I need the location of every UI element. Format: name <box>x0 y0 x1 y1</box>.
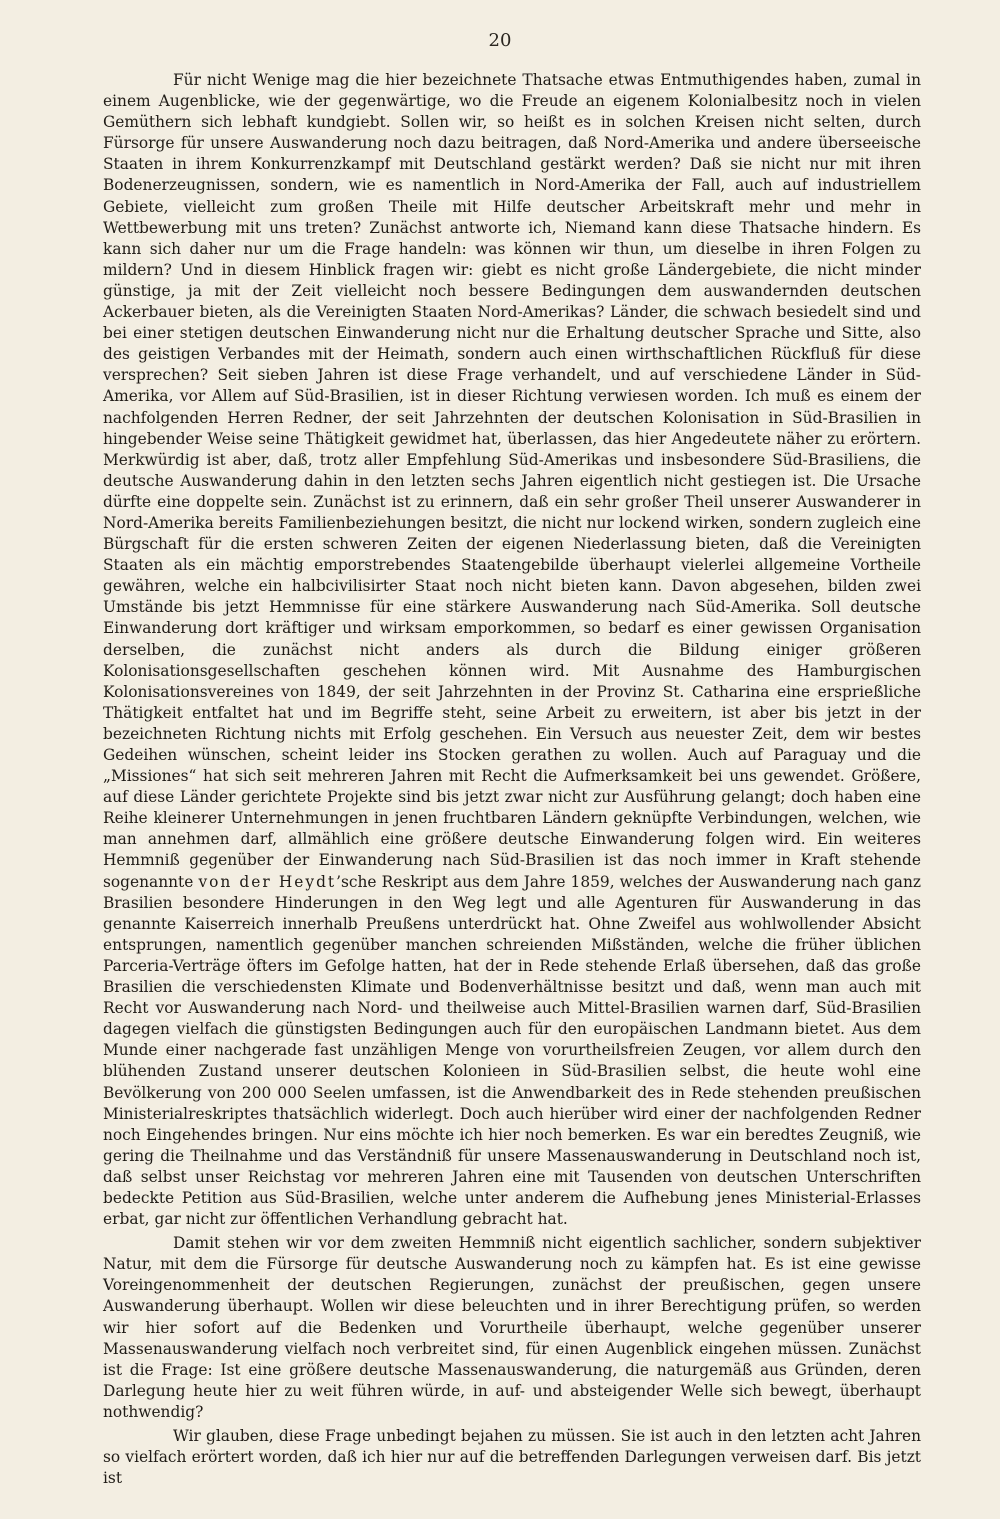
paragraph-3: Wir glauben, diese Frage unbedingt bejahen zu müssen. Sie ist auch in den letzten acht Jahren so vielfach erörtert worden, daß ich hier nur auf die betreffenden Darlegungen verweisen darf. Bis jetzt ist <box>103 1427 921 1488</box>
paragraph-1 <box>103 70 921 1230</box>
body-text <box>103 70 921 1489</box>
paragraph-1-tail: ’sche Reskript aus dem Jahre 1859, welches der Auswanderung nach ganz Brasilien besondere Hinderungen in den Weg legt und alle Agenturen für Auswanderung in das genannte Kaiserreich innerhalb Preußens unterdrückt hat. Ohne Zweifel aus wohlwollender Absicht entsprungen, namentlich gegenüber manchen schreienden Mißständen, welche die früher üblichen Parceria-Verträge öfters im Gefolge hatten, hat der in Rede stehende Erlaß übersehen, daß das große Brasilien die verschiedensten Klimate und Bodenverhältnisse besitzt und daß, wenn man auch mit Recht vor Auswanderung nach Nord- und theilweise auch Mittel-Brasilien warnen darf, Süd-Brasilien dagegen vielfach die günstigsten Bedingungen auch für den europäischen Landmann bietet. Aus dem Munde einer nachgerade fast unzähligen Menge von vorurtheilsfreien Zeugen, vor allem durch den blühenden Zustand unserer deutschen Kolonieen in Süd-Brasilien selbst, die heute wohl eine Bevölkerung von 200 000 Seelen umfassen, ist die Anwendbarkeit des in Rede stehenden preußischen Ministerialreskriptes thatsächlich widerlegt. Doch auch hierüber wird einer der nachfolgenden Redner noch Eingehendes bringen. Nur eins möchte ich hier noch bemerken. Es war ein beredtes Zeugniß, wie gering die Theilnahme und das Verständniß für unsere Massenauswanderung in Deutschland noch ist, daß selbst unser Reichstag vor mehreren Jahren eine mit Tausenden von deutschen Unterschriften bedeckte Petition aus Süd-Brasilien, welche unter anderem die Aufhebung jenes Ministerial-Erlasses erbat, gar nicht zur öffentlichen Verhandlung gebracht hat. <box>103 872 921 1229</box>
paragraph-1-lead: Für nicht Wenige mag die hier bezeichnete Thatsache etwas Entmuthigendes haben, zumal in einem Augenblicke, wie der gegenwärtige, wo die Freude an eigenem Kolonialbesitz noch in vielen Gemüthern sich lebhaft kundgiebt. Sollen wir, so heißt es in solchen Kreisen nicht selten, durch Fürsorge für unsere Auswanderung noch dazu beitragen, daß Nord-Amerika und andere überseeische Staaten in ihrem Konkurrenzkampf mit Deutschland gestärkt werden? Daß sie nicht nur mit ihren Bodenerzeugnissen, sondern, wie es namentlich in Nord-Amerika der Fall, auch auf industriellem Gebiete, vielleicht zum großen Theile mit Hilfe deutscher Arbeitskraft mehr und mehr in Wettbewerbung mit uns treten? Zunächst antworte ich, Niemand kann diese Thatsache hindern. Es kann sich daher nur um die Frage handeln: was können wir thun, um dieselbe in ihren Folgen zu mildern? Und in diesem Hinblick fragen wir: giebt es nicht große Ländergebiete, die nicht minder günstige, ja mit der Zeit vielleicht noch bessere Bedingungen dem auswandernden deutschen Ackerbauer bieten, als die Vereinigten Staaten Nord-Amerikas? Länder, die schwach besiedelt sind und bei einer stetigen deutschen Einwanderung nicht nur die Erhaltung deutscher Sprache und Sitte, also des geistigen Verbandes mit der Heimath, sondern auch einen wirthschaftlichen Rückfluß für diese versprechen? Seit sieben Jahren ist diese Frage verhandelt, und auf verschiedene Länder in Süd-Amerika, vor Allem auf Süd-Brasilien, ist in dieser Richtung verwiesen worden. Ich muß es einem der nachfolgenden Herren Redner, der seit Jahrzehnten der deutschen Kolonisation in Süd-Brasilien in hingebender Weise seine Thätigkeit gewidmet hat, überlassen, das hier Angedeutete näher zu erörtern. Merkwürdig ist aber, daß, trotz aller Empfehlung Süd-Amerikas und insbesondere Süd-Brasiliens, die deutsche Auswanderung dahin in den letzten sechs Jahren eigentlich nicht gestiegen ist. Die Ursache dürfte eine doppelte sein. Zunächst ist zu erinnern, daß ein sehr großer Theil unserer Auswanderer in Nord-Amerika bereits Familienbeziehungen besitzt, die nicht nur lockend wirken, sondern zugleich eine Bürgschaft für die ersten schweren Zeiten der eigenen Niederlassung bieten, daß die Vereinigten Staaten als ein mächtig emporstrebendes Staatengebilde überhaupt vielerlei allgemeine Vortheile gewähren, welche ein halbcivilisirter Staat noch nicht bieten kann. Davon abgesehen, bilden zwei Umstände bis jetzt Hemmnisse für eine stärkere Auswanderung nach Süd-Amerika. Soll deutsche Einwanderung dort kräftiger und wirksam emporkommen, so bedarf es einer gewissen Organisation derselben, die zunächst nicht anders als durch die Bildung einiger größeren Kolonisationsgesellschaften geschehen können wird. Mit Ausnahme des Hamburgischen Kolonisationsvereines von 1849, der seit Jahrzehnten in der Provinz St. Catharina eine ersprießliche Thätigkeit entfaltet hat und im Begriffe steht, seine Arbeit zu erweitern, ist aber bis jetzt in der bezeichneten Richtung nichts mit Erfolg geschehen. Ein Versuch aus neuester Zeit, dem wir bestes Gedeihen wünschen, scheint leider ins Stocken gerathen zu wollen. Auch auf Paraguay und die „Missiones“ hat sich seit mehreren Jahren mit Recht die Aufmerksamkeit bei uns gewendet. Größere, auf diese Länder gerichtete Projekte sind bis jetzt zwar nicht zur Ausführung gelangt; doch haben eine Reihe kleinerer Unternehmungen in jenen fruchtbaren Ländern geknüpfte Verbindungen, welchen, wie man annehmen darf, allmählich eine größere deutsche Einwanderung folgen wird. Ein weiteres Hemmniß gegenüber der Einwanderung nach Süd-Brasilien ist das noch immer in Kraft stehende sogenannte <box>103 71 921 891</box>
paragraph-2: Damit stehen wir vor dem zweiten Hemmniß nicht eigentlich sachlicher, sondern subjektiver Natur, mit dem die Fürsorge für deutsche Auswanderung noch zu kämpfen hat. Es ist eine gewisse Voreingenommenheit der deutschen Regierungen, zunächst der preußischen, gegen unsere Auswanderung überhaupt. Wollen wir diese beleuchten und in ihrer Berechtigung prüfen, so werden wir hier sofort auf die Bedenken und Vorurtheile überhaupt, welche gegenüber unserer Massenauswanderung vielfach noch verbreitet sind, für einen Augenblick eingehen müssen. Zunächst ist die Frage: Ist eine größere deutsche Massenauswanderung, die naturgemäß aus Gründen, deren Darlegung heute hier zu weit führen würde, in auf- und absteigender Welle sich bewegt, überhaupt nothwendig? <box>103 1234 921 1421</box>
page-number: 20 <box>488 30 512 51</box>
spaced-name: von der Heydt <box>198 872 337 891</box>
